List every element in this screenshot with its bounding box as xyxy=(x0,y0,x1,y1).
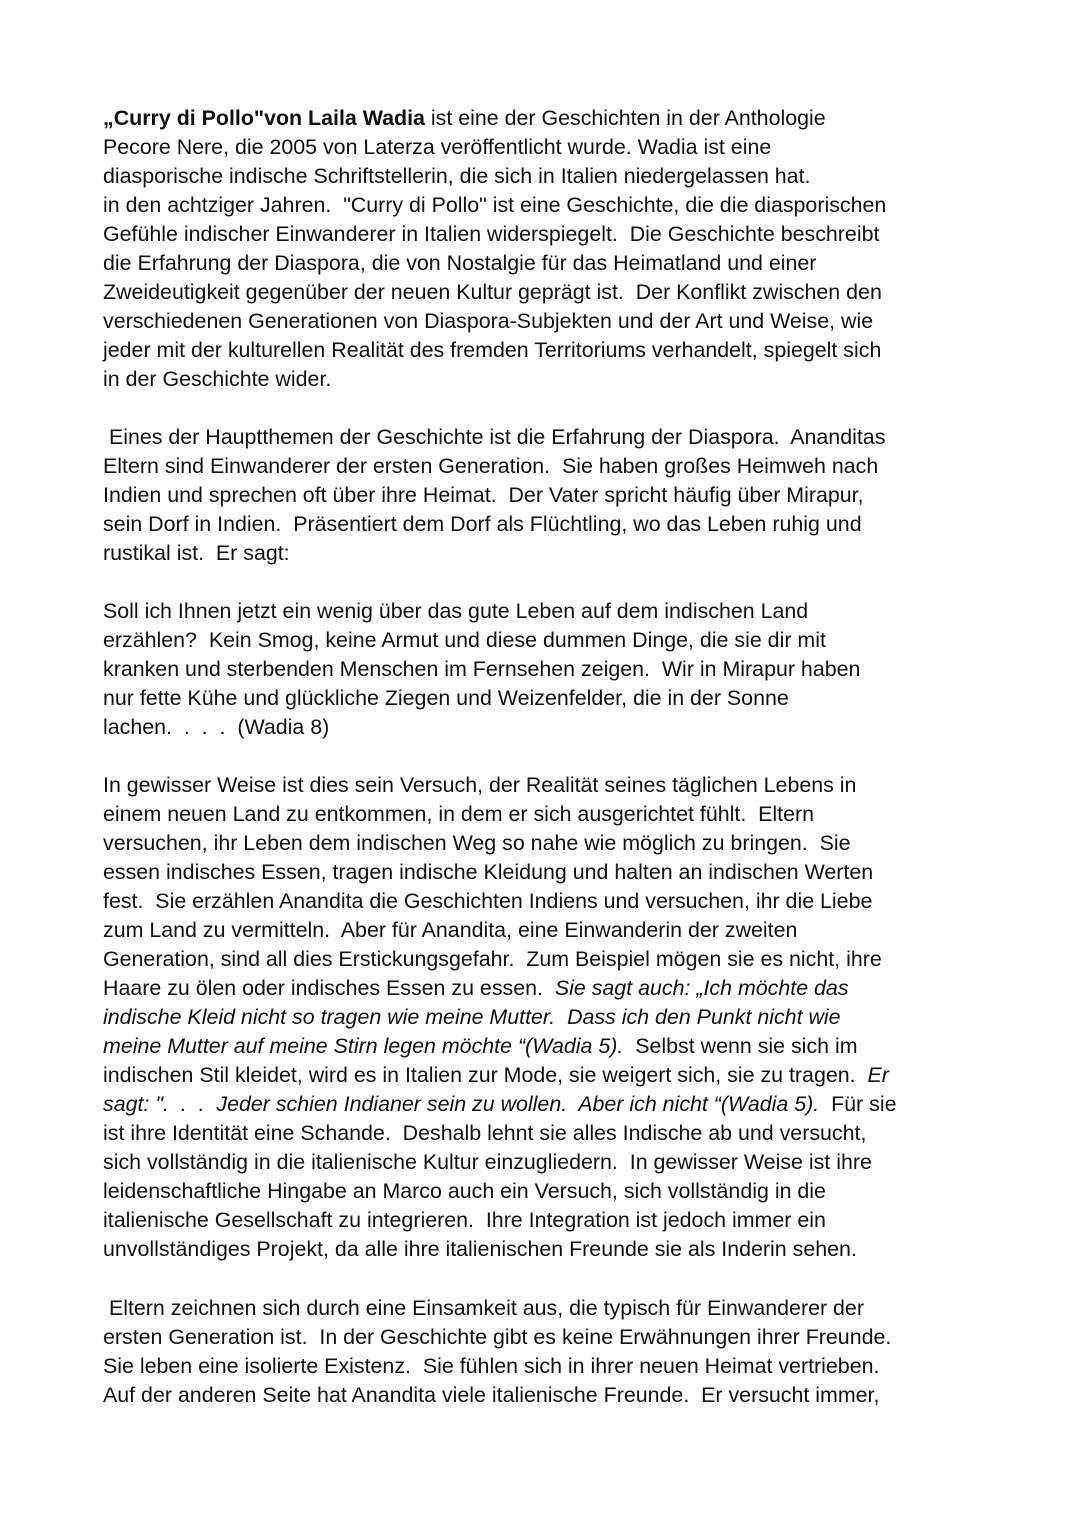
line-text: ist eine der Geschichten in der Anthologie xyxy=(424,106,826,130)
paragraph-line: In gewisser Weise ist dies sein Versuch, der Realität seines täglichen Lebens in xyxy=(103,773,857,797)
paragraph-line xyxy=(103,974,993,1003)
italic-quote: sagt: ". . . Jeder schien Indianer sein zu wollen. Aber ich nicht “(Wadia 5). xyxy=(103,1092,820,1116)
paragraph-isolation xyxy=(103,1294,993,1410)
quote-line: nur fette Kühe und glückliche Ziegen und Weizenfelder, die in der Sonne xyxy=(103,686,789,710)
line-text: Haare zu ölen oder indisches Essen zu essen. xyxy=(103,976,555,1000)
paragraph-line: Gefühle indischer Einwanderer in Italien widerspiegelt. Die Geschichte beschreibt xyxy=(103,222,880,246)
italic-quote: meine Mutter auf meine Stirn legen möchte “(Wadia 5). xyxy=(103,1034,624,1058)
paragraph-line: verschiedenen Generationen von Diaspora-Subjekten und der Art und Weise, wie xyxy=(103,309,874,333)
paragraph-line: Indien und sprechen oft über ihre Heimat. Der Vater spricht häufig über Mirapur, xyxy=(103,483,864,507)
paragraph-diaspora xyxy=(103,423,993,568)
paragraph-line xyxy=(103,1090,993,1119)
paragraph-line: die Erfahrung der Diaspora, die von Nostalgie für das Heimatland und einer xyxy=(103,251,817,275)
italic-quote: Sie sagt auch: „Ich möchte das xyxy=(554,976,849,1000)
block-quote xyxy=(103,597,993,742)
paragraph-line: unvollständiges Projekt, da alle ihre italienischen Freunde sie als Inderin sehen. xyxy=(103,1237,857,1261)
paragraph-line: rustikal ist. Er sagt: xyxy=(103,541,290,565)
paragraph-line: ist ihre Identität eine Schande. Deshalb lehnt sie alles Indische ab und versucht, xyxy=(103,1121,867,1145)
paragraph-line xyxy=(103,1032,993,1061)
paragraph-line: versuchen, ihr Leben dem indischen Weg so nahe wie möglich zu bringen. Sie xyxy=(103,831,851,855)
quote-line: lachen. . . . (Wadia 8) xyxy=(103,715,330,739)
paragraph-line: fest. Sie erzählen Anandita die Geschichten Indiens und versuchen, ihr die Liebe xyxy=(103,889,873,913)
paragraph-line: sich vollständig in die italienische Kultur einzugliedern. In gewisser Weise ist ihre xyxy=(103,1150,872,1174)
paragraph-analysis xyxy=(103,771,993,1264)
paragraph-line: diasporische indische Schriftstellerin, die sich in Italien niedergelassen hat. xyxy=(103,164,811,188)
paragraph-line: jeder mit der kulturellen Realität des fremden Territoriums verhandelt, spiegelt sich xyxy=(103,338,882,362)
paragraph-line: einem neuen Land zu entkommen, in dem er sich ausgerichtet fühlt. Eltern xyxy=(103,802,815,826)
paragraph-intro xyxy=(103,104,993,394)
quote-line: Soll ich Ihnen jetzt ein wenig über das gute Leben auf dem indischen Land xyxy=(103,599,809,623)
paragraph-line: Auf der anderen Seite hat Anandita viele italienische Freunde. Er versucht immer, xyxy=(103,1383,880,1407)
paragraph-line: leidenschaftliche Hingabe an Marco auch ein Versuch, sich vollständig in die xyxy=(103,1179,826,1203)
quote-line: kranken und sterbenden Menschen im Fernsehen zeigen. Wir in Mirapur haben xyxy=(103,657,861,681)
paragraph-line xyxy=(103,104,993,133)
paragraph-line: sein Dorf in Indien. Präsentiert dem Dorf als Flüchtling, wo das Leben ruhig und xyxy=(103,512,862,536)
italic-quote: Er xyxy=(867,1063,889,1087)
paragraph-line: zum Land zu vermitteln. Aber für Anandita, eine Einwanderin der zweiten xyxy=(103,918,798,942)
paragraph-line: in den achtziger Jahren. "Curry di Pollo" ist eine Geschichte, die die diasporischen xyxy=(103,193,887,217)
paragraph-line xyxy=(103,1061,993,1090)
line-text: Selbst wenn sie sich im xyxy=(623,1034,858,1058)
story-title: „Curry di Pollo"von Laila Wadia xyxy=(103,106,425,130)
line-text: indischen Stil kleidet, wird es in Italien zur Mode, sie weigert sich, sie zu tragen. xyxy=(103,1063,868,1087)
paragraph-line: italienische Gesellschaft zu integrieren. Ihre Integration ist jedoch immer ein xyxy=(103,1208,826,1232)
paragraph-line: Sie leben eine isolierte Existenz. Sie fühlen sich in ihrer neuen Heimat vertrieben. xyxy=(103,1354,880,1378)
paragraph-line: essen indisches Essen, tragen indische Kleidung und halten an indischen Werten xyxy=(103,860,874,884)
paragraph-line: Eltern zeichnen sich durch eine Einsamkeit aus, die typisch für Einwanderer der xyxy=(103,1296,864,1320)
line-text: Für sie xyxy=(819,1092,897,1116)
paragraph-line: Pecore Nere, die 2005 von Laterza veröffentlicht wurde. Wadia ist eine xyxy=(103,135,772,159)
paragraph-line: Zweideutigkeit gegenüber der neuen Kultur geprägt ist. Der Konflikt zwischen den xyxy=(103,280,882,304)
italic-quote: indische Kleid nicht so tragen wie meine Mutter. Dass ich den Punkt nicht wie xyxy=(103,1005,841,1029)
paragraph-line: Generation, sind all dies Erstickungsgefahr. Zum Beispiel mögen sie es nicht, ihre xyxy=(103,947,882,971)
paragraph-line: in der Geschichte wider. xyxy=(103,367,332,391)
paragraph-line: Eltern sind Einwanderer der ersten Generation. Sie haben großes Heimweh nach xyxy=(103,454,879,478)
paragraph-line: ersten Generation ist. In der Geschichte gibt es keine Erwähnungen ihrer Freunde. xyxy=(103,1325,892,1349)
paragraph-line: Eines der Hauptthemen der Geschichte ist die Erfahrung der Diaspora. Ananditas xyxy=(103,425,886,449)
quote-line: erzählen? Kein Smog, keine Armut und diese dummen Dinge, die sie dir mit xyxy=(103,628,826,652)
